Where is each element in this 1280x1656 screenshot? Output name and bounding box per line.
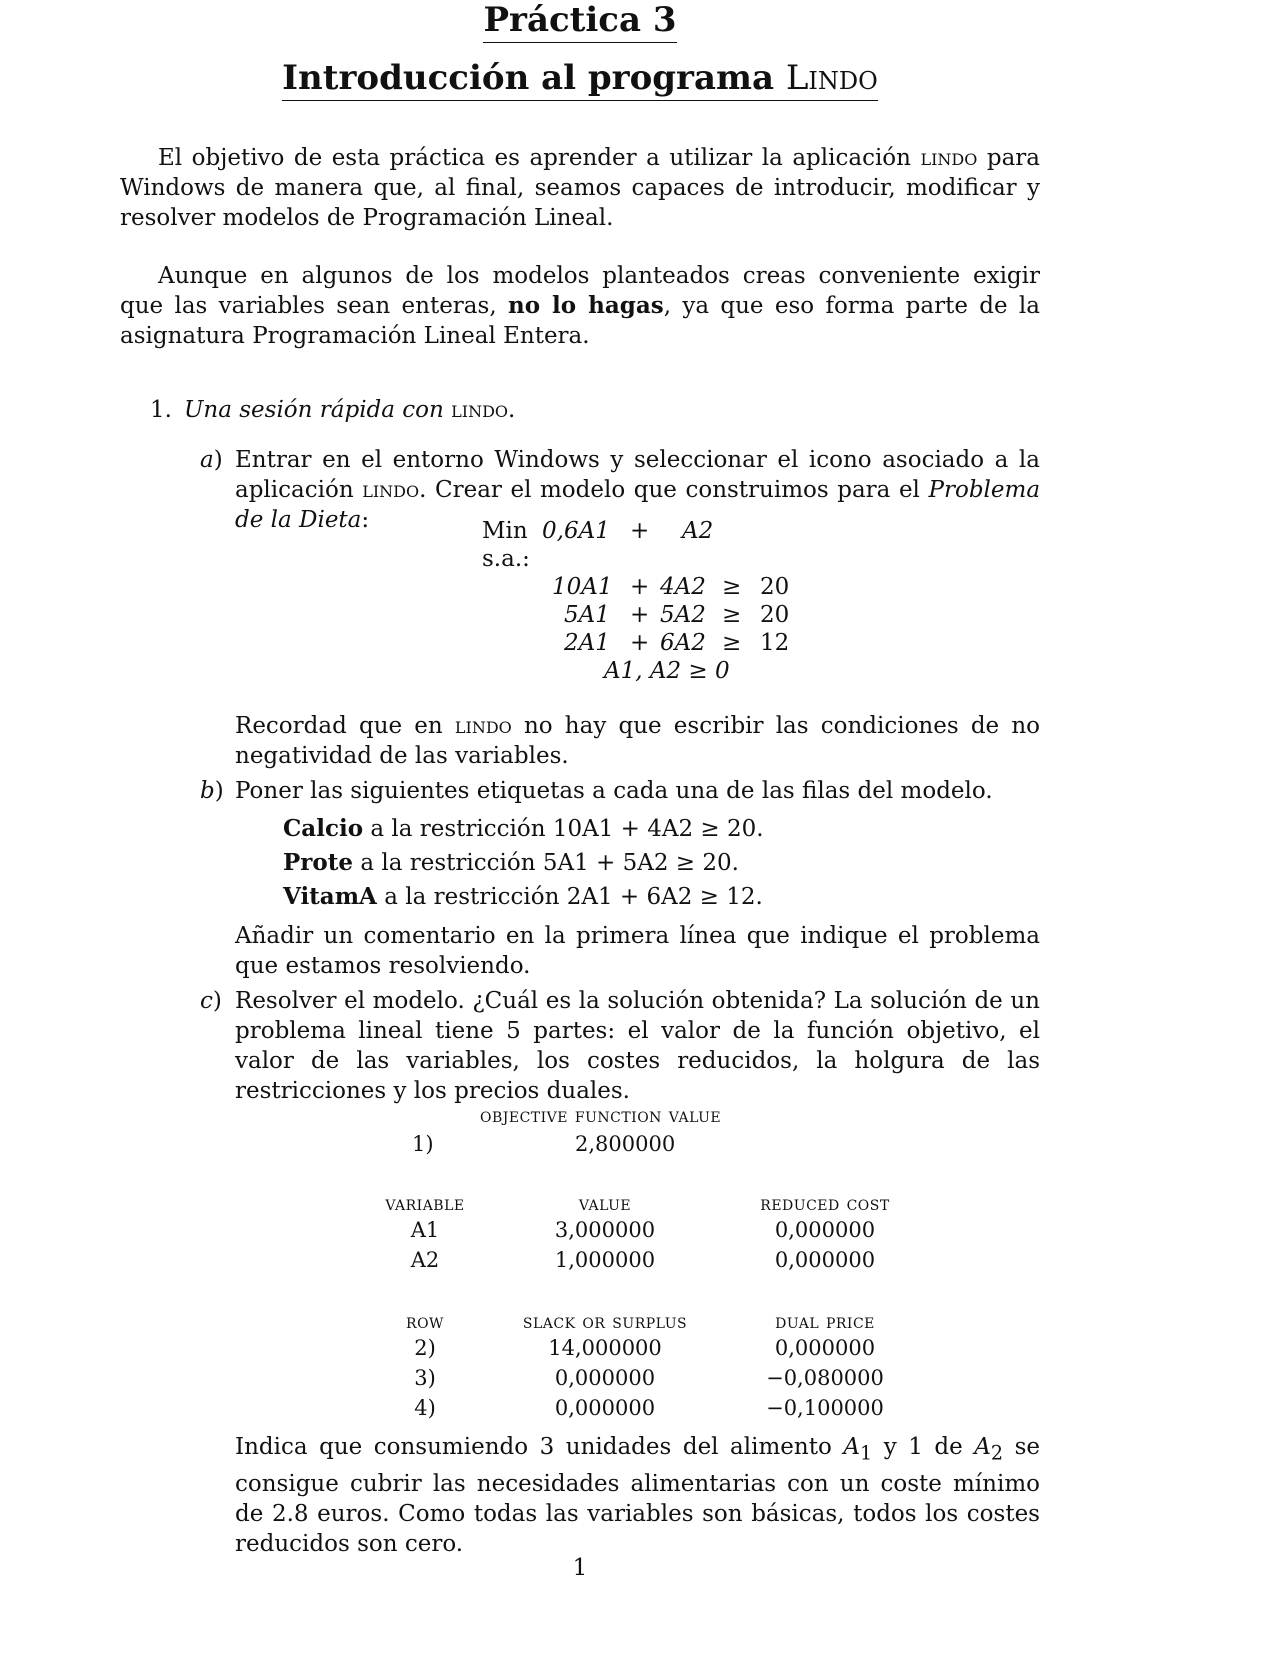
conclusion-var-1: A xyxy=(843,1434,860,1460)
constraint-3-geq: ≥ xyxy=(722,630,742,656)
row-header-dual-price: dual price xyxy=(775,1309,875,1333)
section-1-title: Una sesión rápida con xyxy=(184,397,444,423)
intro-p2-text-b: , ya que eso forma parte de la asignatura Programación Lineal Entera. xyxy=(120,293,1040,349)
model-nonneg: A1, A2 ≥ 0 xyxy=(604,658,730,684)
table-cell: 0,000000 xyxy=(554,1366,656,1390)
constraint-1-geq: ≥ xyxy=(722,574,742,600)
row-header-slack: slack or surplus xyxy=(522,1309,688,1333)
intro-paragraph-1 xyxy=(120,143,1040,233)
model-obj-plus: + xyxy=(630,518,650,544)
conclusion-text-c: se consigue cubrir las necesidades alimentarias con un coste mínimo de 2.8 euros. Como todas las variables son básicas, todos los costes reducidos son cero. xyxy=(235,1434,1041,1557)
table-cell: 14,000000 xyxy=(548,1336,662,1360)
row-label-name: VitamA xyxy=(283,883,377,910)
row-header-row: row xyxy=(406,1309,444,1333)
intro-p2-text-a: Aunque en algunos de los modelos planteados creas conveniente exigir que las variables sean enteras, xyxy=(120,263,1040,319)
constraint-2-term-1: 5A1 xyxy=(564,602,610,628)
table-cell: 3) xyxy=(414,1366,436,1390)
reminder-text-b: no hay que escribir las condiciones de no negatividad de las variables. xyxy=(235,713,1040,769)
table-cell: 0,000000 xyxy=(774,1336,876,1360)
table-cell: −0,100000 xyxy=(766,1396,884,1420)
page-number: 1 xyxy=(572,1555,588,1581)
page-title-text: Práctica 3 xyxy=(483,0,676,43)
table-cell: 0,000000 xyxy=(554,1396,656,1420)
section-1-lindo: lindo xyxy=(451,397,509,423)
row-label-item xyxy=(283,814,983,848)
row-labels-list xyxy=(283,814,983,916)
constraint-3-term-1: 2A1 xyxy=(564,630,610,656)
reminder-lindo: lindo xyxy=(454,713,512,739)
row-label-text: a la restricción 2A1 + 6A2 ≥ 12. xyxy=(384,884,763,910)
conclusion-text-b: y 1 de xyxy=(883,1434,963,1460)
row-label-item xyxy=(283,848,983,882)
constraint-2-rhs: 20 xyxy=(760,602,790,628)
item-b-comment: Añadir un comentario en la primera línea que indique el problema que estamos resolviendo. xyxy=(235,923,1040,979)
var-header-reduced-cost: reduced cost xyxy=(760,1191,890,1215)
constraint-2-plus: + xyxy=(630,602,650,628)
table-cell: 1,000000 xyxy=(554,1248,656,1272)
conclusion-var-2: A xyxy=(974,1434,991,1460)
item-c-label: c) xyxy=(200,988,222,1014)
item-b-letter: b xyxy=(200,778,215,804)
constraint-1-term-2: 4A2 xyxy=(660,574,706,600)
item-b-text: Poner las siguientes etiquetas a cada una de las filas del modelo. xyxy=(235,778,993,804)
constraint-2-term-2: 5A2 xyxy=(660,602,706,628)
constraint-3-rhs: 12 xyxy=(760,630,790,656)
page-title xyxy=(0,0,1160,40)
table-cell: A1 xyxy=(410,1218,440,1242)
table-cell: 4) xyxy=(414,1396,436,1420)
table-cell: 3,000000 xyxy=(554,1218,656,1242)
reminder-text-a: Recordad que en xyxy=(235,713,443,739)
constraint-3-term-2: 6A2 xyxy=(660,630,706,656)
nonneg-reminder xyxy=(235,711,1040,771)
objective-header: objective function value xyxy=(480,1103,722,1127)
row-label-item xyxy=(283,882,983,916)
constraint-1-plus: + xyxy=(630,574,650,600)
conclusion-var-1-sub: 1 xyxy=(859,1441,873,1465)
diet-model xyxy=(482,516,842,696)
constraint-1-rhs: 20 xyxy=(760,574,790,600)
item-b xyxy=(200,776,1040,806)
intro-p2-bold: no lo hagas xyxy=(507,292,664,319)
table-cell: A2 xyxy=(410,1248,440,1272)
constraint-1-term-1: 10A1 xyxy=(552,574,613,600)
table-cell: −0,080000 xyxy=(766,1366,884,1390)
intro-p1-text-b: para Windows de manera que, al final, seamos capaces de introducir, modificar y resolver modelos de Programación Lineal. xyxy=(120,145,1041,231)
intro-paragraph-2 xyxy=(120,261,1040,351)
intro-p1-text-a: El objetivo de esta práctica es aprender a utilizar la aplicación xyxy=(158,145,911,171)
row-label-text: a la restricción 10A1 + 4A2 ≥ 20. xyxy=(370,816,764,842)
section-1-number: 1. xyxy=(150,397,172,423)
row-label-text: a la restricción 5A1 + 5A2 ≥ 20. xyxy=(360,850,739,876)
objective-row: 1) xyxy=(412,1132,434,1156)
model-obj-term-1: 0,6A1 xyxy=(542,518,610,544)
model-obj-term-2: A2 xyxy=(682,518,714,544)
objective-value: 2,800000 xyxy=(575,1132,676,1156)
page-subtitle xyxy=(0,56,1160,100)
item-c xyxy=(200,986,1040,1106)
conclusion-paragraph xyxy=(235,1432,1040,1559)
intro-p1-lindo: lindo xyxy=(920,145,978,171)
row-label-name: Calcio xyxy=(283,815,364,842)
conclusion-text-a: Indica que consumiendo 3 unidades del alimento xyxy=(235,1434,832,1460)
conclusion-var-2-sub: 2 xyxy=(990,1441,1004,1465)
table-cell: 2) xyxy=(414,1336,436,1360)
subtitle-text: Introducción al programa xyxy=(282,58,774,101)
table-cell: 0,000000 xyxy=(774,1218,876,1242)
item-a-text-1: Entrar en el entorno Windows y seleccionar el icono asociado a la aplicación xyxy=(235,447,1040,503)
table-cell: 0,000000 xyxy=(774,1248,876,1272)
row-label-name: Prote xyxy=(283,849,354,876)
model-min: Min xyxy=(482,518,528,544)
item-a-letter: a xyxy=(200,447,214,473)
model-st: s.a.: xyxy=(482,546,530,572)
section-1-heading xyxy=(150,395,1050,425)
section-1-period: . xyxy=(508,397,516,423)
var-header-variable: variable xyxy=(385,1191,465,1215)
item-b-label: b) xyxy=(200,778,224,804)
var-header-value: value xyxy=(578,1191,632,1215)
item-a-colon: : xyxy=(361,507,370,533)
subtitle-program: Lindo xyxy=(786,58,878,101)
constraint-2-geq: ≥ xyxy=(722,602,742,628)
item-a-problem-name: Problema de la Dieta xyxy=(235,477,1041,533)
item-a-label: a) xyxy=(200,447,223,473)
constraint-3-plus: + xyxy=(630,630,650,656)
item-c-text: Resolver el modelo. ¿Cuál es la solución obtenida? La solución de un problema lineal tiene 5 partes: el valor de la función objetivo, el valor de las variables, los costes reducidos, la holgura de las restricciones y los precios duales. xyxy=(235,988,1040,1104)
item-a-text-2: . Crear el modelo que construimos para el xyxy=(419,477,920,503)
item-a-lindo: lindo xyxy=(362,477,420,503)
item-c-letter: c xyxy=(200,988,213,1014)
